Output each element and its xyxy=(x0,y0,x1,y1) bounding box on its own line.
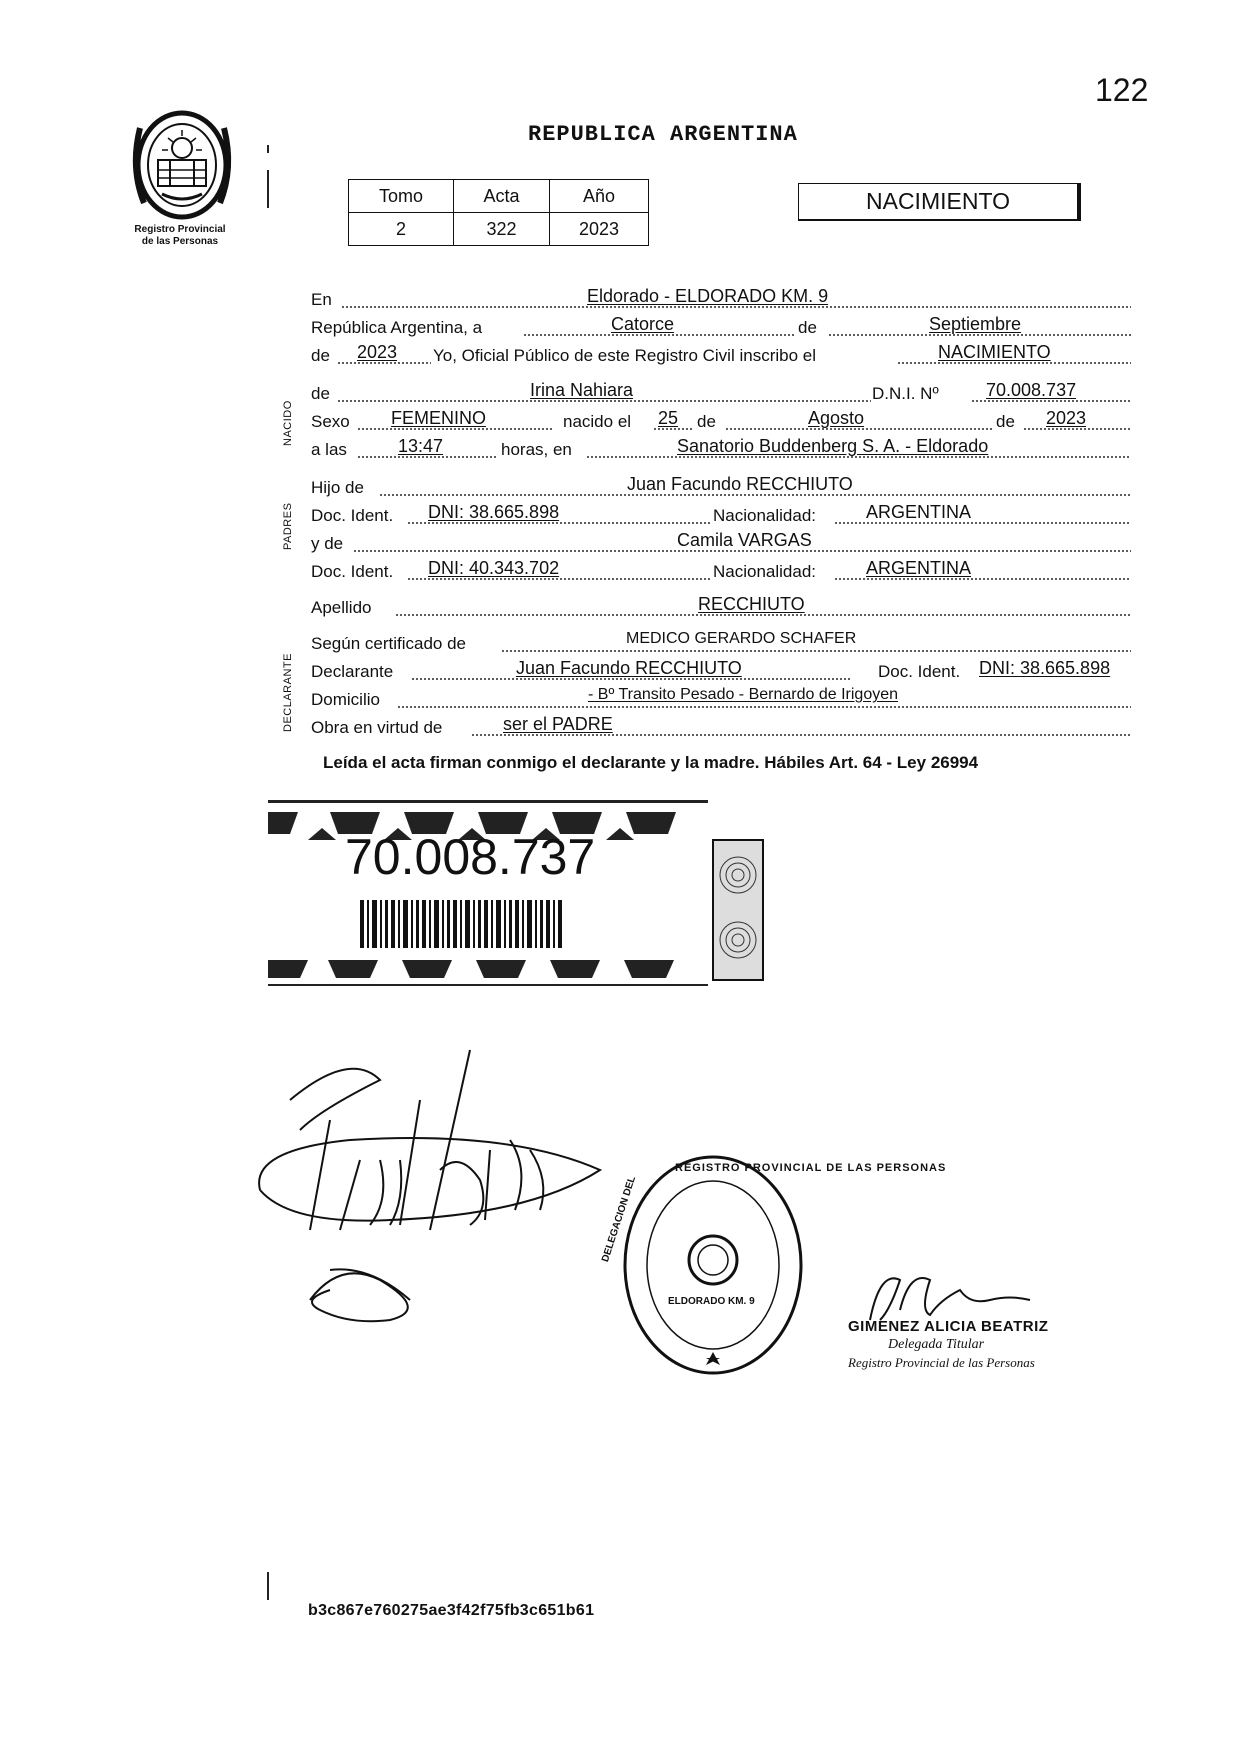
dni-tag-number: 70.008.737 xyxy=(345,829,596,885)
tomo-header: Tomo xyxy=(349,180,454,213)
date-de-label: de xyxy=(798,318,817,337)
stamp-left-text: DELEGACION DEL xyxy=(600,1174,639,1264)
provincial-registry-seal-icon xyxy=(122,108,242,223)
closing-statement: Leída el acta firman conmigo el declarante y la madre. Hábiles Art. 64 - Ley 26994 xyxy=(323,753,979,772)
section-label-padres: PADRES xyxy=(282,502,294,550)
tomo-value: 2 xyxy=(349,213,454,246)
birth-place: Sanatorio Buddenberg S. A. - Eldorado xyxy=(677,436,989,456)
logo-caption: Registro Provincial de las Personas xyxy=(134,224,226,247)
sexo-value: FEMENINO xyxy=(391,408,487,428)
birth-row xyxy=(311,408,1131,432)
birth-time-row xyxy=(311,436,1131,460)
yde-label: y de xyxy=(311,534,344,553)
mother-nat-label: Nacionalidad: xyxy=(713,562,817,581)
domicile-row xyxy=(311,686,1131,710)
child-dni-label: D.N.I. Nº xyxy=(872,384,939,403)
hora-value: 13:47 xyxy=(398,436,444,456)
declarant-row xyxy=(311,658,1131,682)
birth-de-label-2: de xyxy=(996,412,1015,431)
anio-value: 2023 xyxy=(550,213,649,246)
document-hash: b3c867e760275ae3f42f75fb3c651b61 xyxy=(308,1602,595,1619)
sexo-label: Sexo xyxy=(311,412,350,431)
nacido-label: nacido el xyxy=(563,412,632,431)
mother-doc: DNI: 40.343.702 xyxy=(428,558,560,578)
place-value: Eldorado - ELDORADO KM. 9 xyxy=(587,286,829,306)
acta-value: 322 xyxy=(454,213,550,246)
hijo-label: Hijo de xyxy=(311,478,364,497)
obra-label: Obra en virtud de xyxy=(311,718,443,737)
domicilio-label: Domicilio xyxy=(311,690,380,709)
event-value: NACIMIENTO xyxy=(938,342,1051,362)
record-reference-table xyxy=(348,179,649,246)
margin-mark xyxy=(267,145,269,153)
apellido-row xyxy=(311,594,1131,618)
mother-name: Camila VARGAS xyxy=(677,530,812,550)
certificate-value: MEDICO GERARDO SCHAFER xyxy=(626,630,857,647)
official-org: Registro Provincial de las Personas xyxy=(848,1355,1035,1370)
day-value: Catorce xyxy=(611,314,675,334)
official-role: Delegada Titular xyxy=(888,1337,985,1352)
place-row xyxy=(311,286,1131,310)
acta-header: Acta xyxy=(454,180,550,213)
father-doc-label: Doc. Ident. xyxy=(311,506,394,525)
father-nat-label: Nacionalidad: xyxy=(713,506,817,525)
year-value: 2023 xyxy=(357,342,398,362)
declarant-signature-icon xyxy=(230,1040,630,1340)
mother-row xyxy=(311,530,1131,554)
mother-doc-label: Doc. Ident. xyxy=(311,562,394,581)
country-label: República Argentina, a xyxy=(311,318,483,337)
margin-mark xyxy=(267,170,269,208)
father-name: Juan Facundo RECCHIUTO xyxy=(627,474,853,494)
father-doc-row xyxy=(311,502,1131,526)
father-row xyxy=(311,474,1131,498)
acts-in-virtue-row xyxy=(311,714,1131,738)
section-label-nacido: NACIDO xyxy=(282,400,294,446)
domicile-value: - Bº Transito Pesado - Bernardo de Irigoyen xyxy=(588,686,899,703)
birth-day: 25 xyxy=(658,408,679,428)
apellido-label: Apellido xyxy=(311,598,372,617)
document-header-title: REPUBLICA ARGENTINA xyxy=(528,122,798,147)
declarant-name: Juan Facundo RECCHIUTO xyxy=(516,658,742,678)
record-type-box: NACIMIENTO xyxy=(798,183,1081,221)
place-label: En xyxy=(311,290,332,309)
declarant-doc: DNI: 38.665.898 xyxy=(979,658,1111,678)
father-doc: DNI: 38.665.898 xyxy=(428,502,560,522)
declarant-doc-label: Doc. Ident. xyxy=(878,662,961,681)
date-row xyxy=(311,314,1131,338)
stamp-inner-text: ELDORADO KM. 9 xyxy=(668,1296,755,1307)
father-nationality: ARGENTINA xyxy=(866,502,972,522)
birth-de-label: de xyxy=(697,412,716,431)
declarante-label: Declarante xyxy=(311,662,394,681)
official-name: GIMENEZ ALICIA BEATRIZ xyxy=(848,1318,1049,1335)
section-label-declarante: DECLARANTE xyxy=(282,653,294,732)
year-row xyxy=(311,342,1131,366)
horas-label: horas, en xyxy=(501,440,572,459)
page-number: 122 xyxy=(1095,72,1149,108)
official-block xyxy=(848,1318,1048,1372)
registration-text: Yo, Oficial Público de este Registro Civil inscribo el xyxy=(433,346,816,365)
birth-year: 2023 xyxy=(1046,408,1087,428)
margin-mark xyxy=(267,1572,269,1600)
official-stamp-icon xyxy=(618,1150,808,1380)
child-dni: 70.008.737 xyxy=(986,380,1077,400)
child-name: Irina Nahiara xyxy=(530,380,634,400)
child-name-row xyxy=(311,380,1131,404)
hora-label: a las xyxy=(311,440,347,459)
year-de-label: de xyxy=(311,346,330,365)
birth-month: Agosto xyxy=(808,408,865,428)
cert-label: Según certificado de xyxy=(311,634,466,653)
anio-header: Año xyxy=(550,180,649,213)
mother-doc-row xyxy=(311,558,1131,582)
apellido-value: RECCHIUTO xyxy=(698,594,805,614)
month-value: Septiembre xyxy=(929,314,1022,334)
child-de-label: de xyxy=(311,384,330,403)
certificate-row xyxy=(311,630,1131,654)
obra-value: ser el PADRE xyxy=(503,714,613,734)
mother-nationality: ARGENTINA xyxy=(866,558,972,578)
stamp-outer-text: REGISTRO PROVINCIAL DE LAS PERSONAS xyxy=(675,1162,947,1174)
